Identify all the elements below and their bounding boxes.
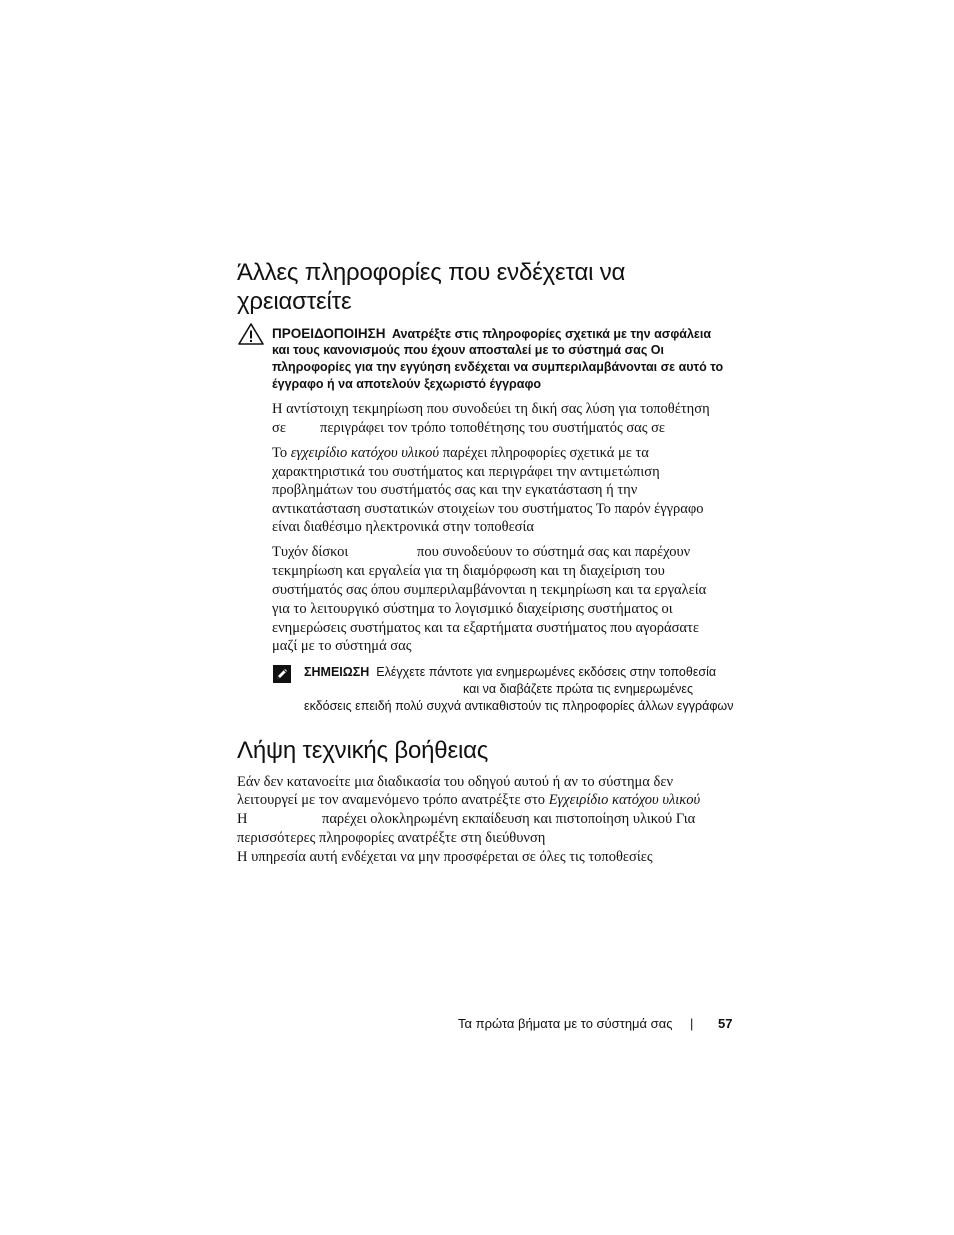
- hardware-manual-reference: Εγχειρίδιο κατόχου υλικού: [548, 792, 701, 808]
- note-line-3: εκδόσεις επειδή πολύ συχνά αντικαθιστούν τις πληροφορίες άλλων εγγράφων: [304, 699, 734, 713]
- warning-line-3: πληροφορίες για την εγγύηση ενδέχεται να συμπεριλαμβάνονται σε αυτό το: [272, 360, 724, 374]
- para2-prefix: Το: [272, 445, 288, 461]
- heading-line-1: Άλλες πληροφορίες που ενδέχεται να: [237, 259, 626, 286]
- para2-line-5: είναι διαθέσιμο ηλεκτρονικά στην τοποθεσία: [272, 519, 534, 535]
- warning-line-2: και τους κανονισμούς που έχουν αποσταλεί με το σύστημά σας Οι: [272, 343, 664, 357]
- para2-line-4: αντικατάσταση συστατικών στοιχείων του συστήματος Το παρόν έγγραφο: [272, 501, 704, 517]
- hardware-manual-title: εγχειρίδιο κατόχου υλικού: [290, 445, 440, 461]
- page-number: 57: [718, 1016, 733, 1031]
- note-pencil-icon: [272, 664, 292, 684]
- footer-separator: |: [690, 1016, 694, 1031]
- help-line-2-text: λειτουργεί με τον αναμενόμενο τρόπο ανατρέξτε στο: [237, 792, 546, 808]
- help-line-5: Η υπηρεσία αυτή ενδέχεται να μην προσφέρεται σε όλες τις τοποθεσίες: [237, 849, 653, 865]
- para3-line-6: μαζί με το σύστημά σας: [272, 638, 412, 654]
- help-line-3b: παρέχει ολοκληρωμένη εκπαίδευση και πιστοποίηση υλικού Για: [322, 811, 696, 827]
- para3-line-1a: Τυχόν δίσκοι: [272, 544, 349, 560]
- para1-line-2a: σε: [272, 420, 286, 436]
- section-heading-other-info: [237, 258, 625, 316]
- warning-label: ΠΡΟΕΙΔΟΠΟΙΗΣΗ: [272, 326, 386, 341]
- para3-line-2: τεκμηρίωση και εργαλεία για τη διαμόρφωση και τη διαχείριση του: [272, 563, 665, 579]
- note-line-1: [304, 664, 716, 681]
- note-line-2: και να διαβάζετε πρώτα τις ενημερωμένες: [463, 682, 693, 696]
- para3-line-3: συστήματός σας όπου συμπεριλαμβάνονται η τεκμηρίωση και τα εργαλεία: [272, 582, 707, 598]
- para1-line-1: Η αντίστοιχη τεκμηρίωση που συνοδεύει τη δική σας λύση για τοποθέτηση: [272, 401, 710, 417]
- help-line-1: Εάν δεν κατανοείτε μια διαδικασία του οδηγού αυτού ή αν το σύστημα δεν: [237, 774, 673, 790]
- heading-line-2: χρειαστείτε: [237, 288, 352, 315]
- warning-triangle-icon: [237, 322, 265, 346]
- footer-title: Τα πρώτα βήματα με το σύστημά σας: [458, 1016, 673, 1031]
- para2-line-3: προβλημάτων του συστήματός σας και την εγκατάσταση ή την: [272, 482, 638, 498]
- para3-line-4: για το λειτουργικό σύστημα το λογισμικό διαχείρισης συστήματος οι: [272, 601, 673, 617]
- help-line-4: περισσότερες πληροφορίες ανατρέξτε στη διεύθυνση: [237, 830, 546, 846]
- para2-line-2: χαρακτηριστικά του συστήματος και περιγράφει την αντιμετώπιση: [272, 464, 660, 480]
- para2-suffix: παρέχει πληροφορίες σχετικά με τα: [442, 445, 649, 461]
- note-label: ΣΗΜΕΙΩΣΗ: [304, 665, 370, 679]
- warning-text: Ανατρέξτε στις πληροφορίες σχετικά με την ασφάλεια: [391, 327, 712, 341]
- warning-line-1: [272, 325, 711, 343]
- para3-line-1b: που συνοδεύουν το σύστημά σας και παρέχουν: [417, 544, 691, 560]
- para2-line-1: [272, 444, 649, 462]
- section-heading-technical-help: Λήψη τεχνικής βοήθειας: [237, 737, 489, 764]
- help-line-2: [237, 791, 700, 809]
- para1-line-2b: περιγράφει τον τρόπο τοποθέτησης του συστήματός σας σε: [320, 420, 665, 436]
- note-text: Ελέγχετε πάντοτε για ενημερωμένες εκδόσεις στην τοποθεσία: [376, 665, 717, 679]
- help-line-3a: Η: [237, 811, 248, 827]
- warning-line-4: έγγραφο ή να αποτελούν ξεχωριστό έγγραφο: [272, 377, 542, 391]
- para3-line-5: ενημερώσεις συστήματος και τα εξαρτήματα συστήματος που αγοράσατε: [272, 620, 699, 636]
